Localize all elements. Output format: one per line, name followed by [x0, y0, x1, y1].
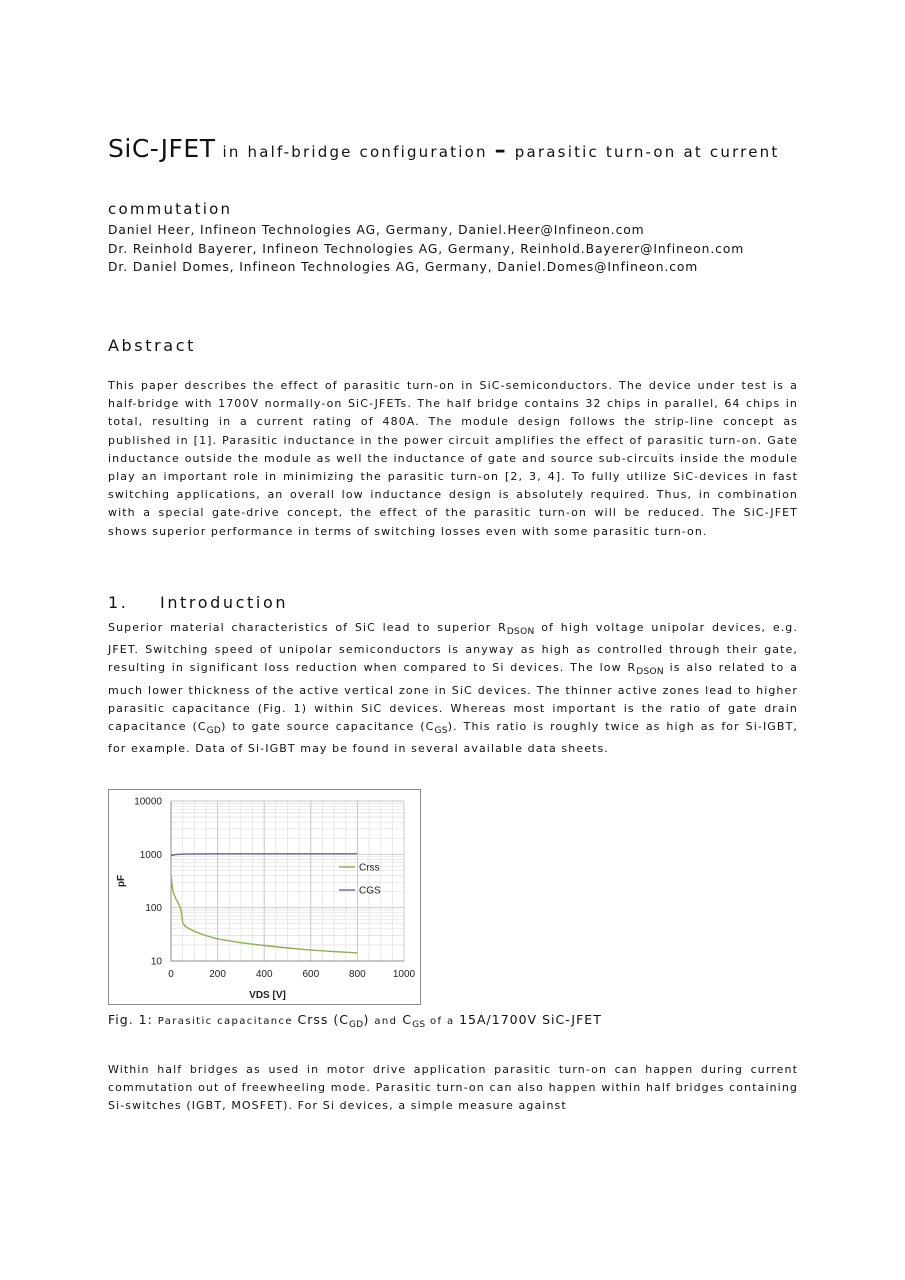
intro-text-part: ) to gate source capacitance (C	[221, 720, 435, 734]
intro-text-part: Superior material characteristics of SiC lead to superior R	[108, 621, 507, 634]
x-tick-label: 400	[255, 969, 273, 980]
intro-text-part: of high voltage unipolar devices, e.g. JFET. Switching speed of unipolar semiconductors is anyway as high as controlled through their gate, resulting in significant loss reduction when compared to Si devices. The low R	[108, 621, 798, 675]
abstract-heading: Abstract	[108, 336, 196, 355]
caption-part: Fig. 1:	[108, 1012, 158, 1027]
subscript: DSON	[636, 667, 664, 678]
caption-part: Parasitic capacitance	[157, 1016, 298, 1027]
intro-heading	[108, 593, 288, 612]
figure-caption	[108, 1012, 602, 1030]
subscript: DSON	[506, 627, 535, 637]
subscript: GS	[412, 1020, 426, 1030]
author-line: Dr. Daniel Domes, Infineon Technologies AG, Germany, Daniel.Domes@Infineon.com	[108, 260, 699, 274]
caption-part: Crss (C	[297, 1012, 349, 1027]
x-tick-label: 1000	[392, 969, 416, 980]
y-tick-label: 100	[145, 903, 162, 915]
section-number: 1.	[108, 593, 129, 612]
caption-part: and	[374, 1016, 398, 1027]
x-tick-label: 800	[349, 969, 366, 980]
y-axis-label: pF	[116, 874, 127, 888]
author-line: Daniel Heer, Infineon Technologies AG, Germany, Daniel.Heer@Infineon.com	[108, 223, 645, 237]
y-tick-label: 10	[150, 956, 162, 968]
author-list	[108, 221, 828, 277]
legend-entry: Crss	[359, 862, 380, 874]
x-tick-label: 600	[302, 969, 320, 980]
intro-text	[108, 619, 798, 758]
subscript: GS	[434, 726, 448, 737]
section-title: Introduction	[160, 593, 289, 612]
x-tick-label: 0	[168, 969, 174, 980]
title-part3: parasitic turn-on at current commutation	[108, 143, 780, 218]
caption-part: C	[397, 1012, 413, 1027]
title-part2: in half-bridge configuration	[215, 143, 495, 161]
intro-text-part: ). This ratio is roughly twice as high as for Si-IGBT, for example. Data of Si-IGBT may be found in several available data sheets.	[108, 720, 798, 756]
body-text: Within half bridges as used in motor drive application parasitic turn-on can happen during current commutation out of freewheeling mode. Parasitic turn-on can also happen within half bridges containing Si-switches (IGBT, MOSFET). For Si devices, a simple measure against	[108, 1063, 798, 1113]
caption-part: of a	[425, 1016, 460, 1027]
capacitance-chart	[108, 789, 421, 1005]
x-tick-label: 200	[209, 969, 226, 980]
abstract-text: This paper describes the effect of parasitic turn-on in SiC-semiconductors. The device under test is a half-bridge with 1700V normally-on SiC-JFETs. The half bridge contains 32 chips in parallel, 64 chips in total, resulting in a current rating of 480A. The module design follows the strip-line concept as published in [1]. Parasitic inductance in the power circuit amplifies the effect of parasitic turn-on. Gate inductance outside the module as well the inductance of gate and source sub-circuits inside the module play an important role in minimizing the parasitic turn-on [2, 3, 4]. To fully utilize SiC-devices in fast switching applications, an overall low inductance design is absolutely required. Thus, in combination with a special gate-drive concept, the effect of the parasitic turn-on will be reduced. The SiC-JFET shows superior performance in terms of switching losses even with some parasitic turn-on.	[108, 379, 798, 538]
legend-entry: CGS	[359, 885, 381, 897]
caption-part: 15A/1700V SiC-JFET	[459, 1012, 602, 1027]
caption-part: )	[363, 1012, 375, 1027]
x-axis-label: VDS [V]	[249, 990, 286, 1001]
subscript: GD	[206, 726, 222, 737]
subscript: GD	[348, 1020, 364, 1030]
title-dash: –	[494, 138, 508, 163]
intro-text-part: is also related to a much lower thickness of the active vertical zone in SiC devices. The thinner active zones lead to higher parasitic capacitance (Fig. 1) within SiC devices. Whereas most important is the ratio of gate drain capacitance (C	[108, 661, 798, 734]
title-part1: SiC-JFET	[108, 134, 216, 163]
chart-svg	[109, 790, 420, 1004]
y-tick-label: 10000	[134, 796, 162, 808]
author-line: Dr. Reinhold Bayerer, Infineon Technologies AG, Germany, Reinhold.Bayerer@Infineon.com	[108, 241, 745, 256]
y-tick-label: 1000	[139, 849, 162, 861]
